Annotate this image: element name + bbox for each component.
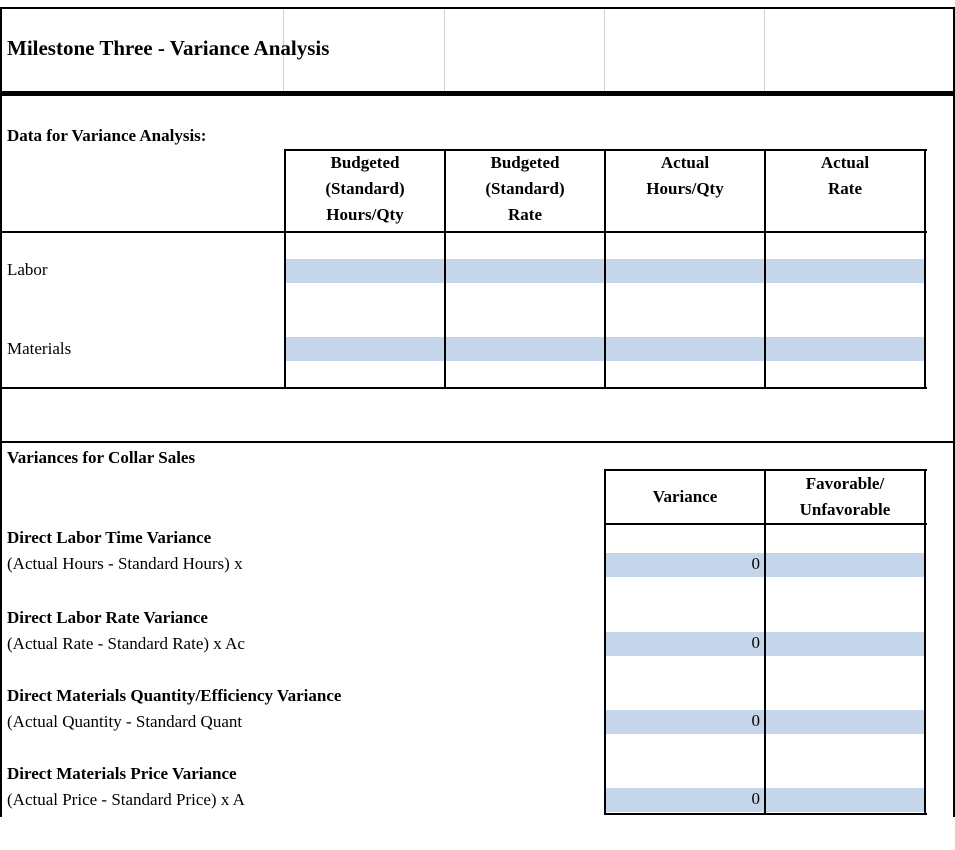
item-formula: (Actual Hours - Standard Hours) x	[7, 554, 243, 573]
col-actual-rate-header: Actual Rate	[820, 153, 870, 198]
item-title: Direct Materials Quantity/Efficiency Variance	[7, 686, 342, 705]
page-title: Milestone Three - Variance Analysis	[7, 36, 330, 60]
row-label-materials: Materials	[7, 339, 72, 358]
item-title: Direct Labor Rate Variance	[7, 608, 208, 627]
item-formula: (Actual Quantity - Standard Quant	[7, 712, 243, 731]
row-label-labor: Labor	[7, 260, 48, 279]
item-title: Direct Labor Time Variance	[7, 528, 212, 547]
variance-value[interactable]: 0	[751, 633, 760, 652]
col-actual-hours-header: Actual Hours/Qty	[646, 153, 724, 198]
item-title: Direct Materials Price Variance	[7, 764, 237, 783]
variance-value[interactable]: 0	[751, 711, 760, 730]
col-favorable-header: Favorable/ Unfavorable	[799, 474, 891, 519]
variance-section-heading: Variances for Collar Sales	[7, 448, 196, 467]
col-budgeted-hours-header: Budgeted (Standard) Hours/Qty	[325, 153, 405, 224]
col-variance-header: Variance	[652, 487, 718, 506]
data-section-heading: Data for Variance Analysis:	[7, 126, 207, 145]
col-budgeted-rate-header: Budgeted (Standard) Rate	[485, 153, 565, 224]
item-formula: (Actual Rate - Standard Rate) x Ac	[7, 634, 245, 653]
variance-value[interactable]: 0	[751, 554, 760, 573]
item-formula: (Actual Price - Standard Price) x A	[7, 790, 245, 809]
variance-value[interactable]: 0	[751, 789, 760, 808]
